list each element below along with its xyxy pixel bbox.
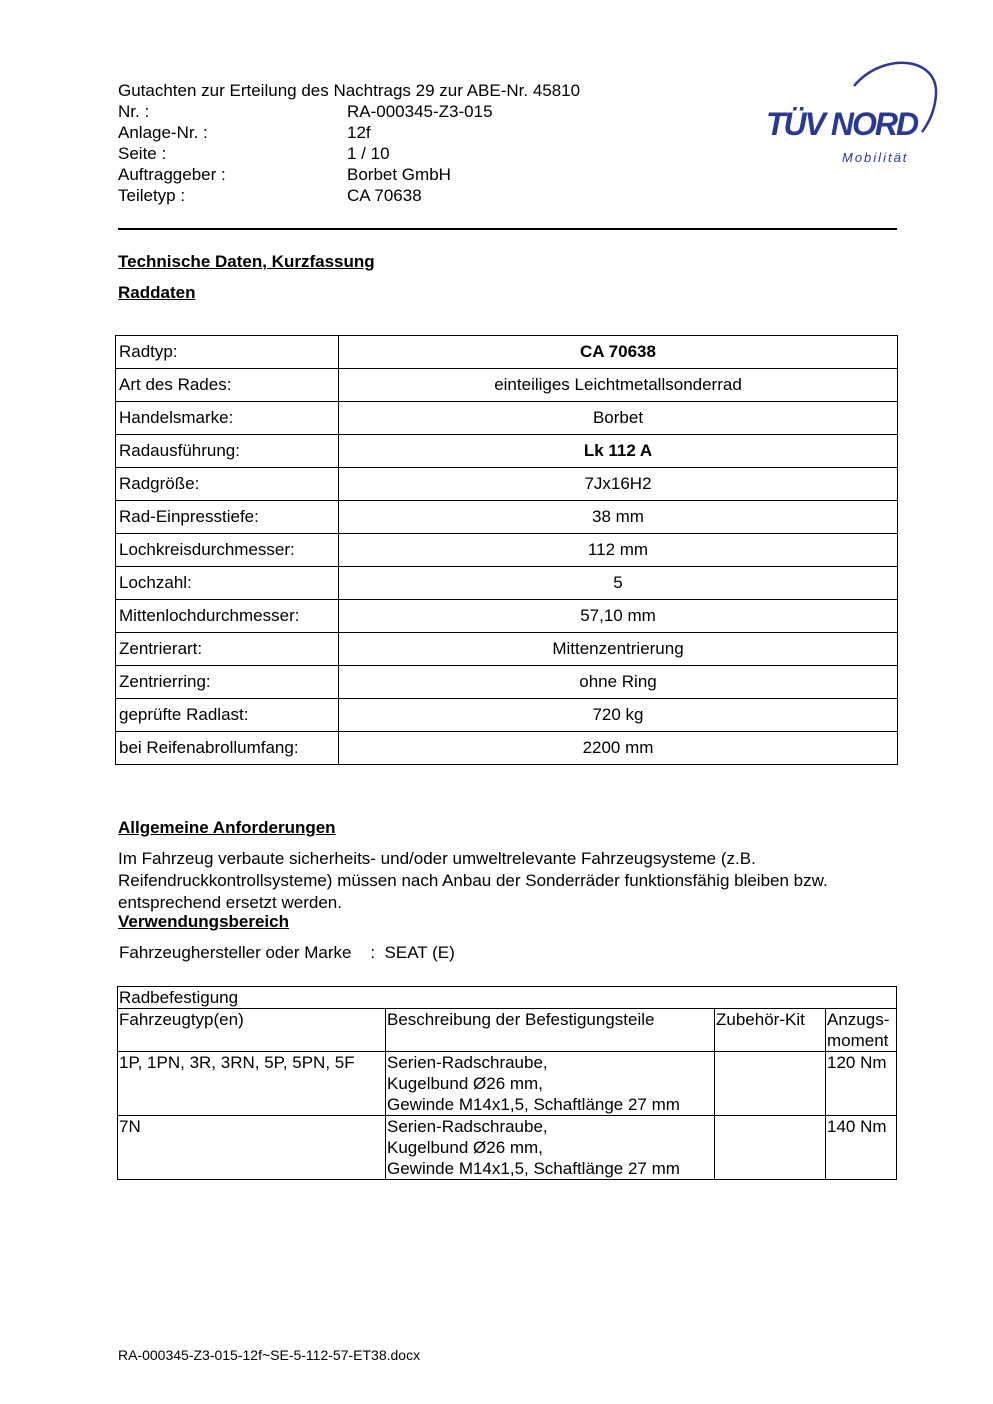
table-row xyxy=(116,501,898,534)
vehicle-types: 1P, 1PN, 3R, 3RN, 5P, 5PN, 5F xyxy=(118,1052,386,1116)
manufacturer-label: Fahrzeughersteller oder Marke xyxy=(119,943,352,962)
row-label: Handelsmarke: xyxy=(116,402,339,435)
meta-key: Seite : xyxy=(118,144,167,163)
column-header: Anzugs- moment xyxy=(826,1009,897,1052)
row-value: 7Jx16H2 xyxy=(339,468,898,501)
table-row xyxy=(116,402,898,435)
table-row xyxy=(116,468,898,501)
row-value: ohne Ring xyxy=(339,666,898,699)
general-requirements-text xyxy=(118,848,908,914)
table-row xyxy=(116,600,898,633)
meta-value: Borbet GmbH xyxy=(347,165,451,184)
meta-value: 12f xyxy=(347,123,371,142)
row-value: 2200 mm xyxy=(339,732,898,765)
row-value: 112 mm xyxy=(339,534,898,567)
table-row xyxy=(116,435,898,468)
meta-row xyxy=(118,143,678,164)
row-label: Mittenlochdurchmesser: xyxy=(116,600,339,633)
torque: 140 Nm xyxy=(826,1116,897,1180)
meta-row xyxy=(118,122,678,143)
section-heading-general: Allgemeine Anforderungen xyxy=(118,818,336,837)
accessory-kit xyxy=(715,1052,826,1116)
section-heading-technical: Technische Daten, Kurzfassung xyxy=(118,252,375,271)
table-row xyxy=(116,699,898,732)
meta-key: Anlage-Nr. : xyxy=(118,123,208,142)
column-header: Fahrzeugtyp(en) xyxy=(118,1009,386,1052)
meta-value: 1 / 10 xyxy=(347,144,390,163)
text-line: Reifendruckkontrollsysteme) müssen nach Anbau der Sonderräder funktionsfähig bleiben bzw. xyxy=(118,871,828,890)
fixing-table xyxy=(117,986,897,1180)
section-heading-raddaten: Raddaten xyxy=(118,283,196,302)
meta-key: Nr. : xyxy=(118,102,150,121)
description-line: Gewinde M14x1,5, Schaftlänge 27 mm xyxy=(387,1095,680,1114)
torque: 120 Nm xyxy=(826,1052,897,1116)
row-value: 38 mm xyxy=(339,501,898,534)
description-line: Gewinde M14x1,5, Schaftlänge 27 mm xyxy=(387,1159,680,1178)
row-label: Art des Rades: xyxy=(116,369,339,402)
row-label: Radgröße: xyxy=(116,468,339,501)
meta-value: CA 70638 xyxy=(347,186,422,205)
table-caption-row xyxy=(118,987,897,1009)
header-divider xyxy=(118,228,897,230)
manufacturer-separator: : xyxy=(370,943,376,962)
table-row xyxy=(116,336,898,369)
column-header: Beschreibung der Befestigungsteile xyxy=(386,1009,715,1052)
accessory-kit xyxy=(715,1116,826,1180)
meta-key: Auftraggeber : xyxy=(118,165,226,184)
description-line: Serien-Radschraube, xyxy=(387,1053,548,1072)
row-label: bei Reifenabrollumfang: xyxy=(116,732,339,765)
table-row xyxy=(116,534,898,567)
manufacturer-line xyxy=(119,943,455,963)
table-row xyxy=(118,1116,897,1180)
section-heading-usage: Verwendungsbereich xyxy=(118,912,289,931)
logo-text: TÜV NORD xyxy=(766,106,918,142)
row-value: 57,10 mm xyxy=(339,600,898,633)
document-header xyxy=(118,80,678,206)
table-row xyxy=(116,369,898,402)
row-value: Borbet xyxy=(339,402,898,435)
logo-subtitle: Mobilität xyxy=(842,150,909,165)
row-label: Lochkreisdurchmesser: xyxy=(116,534,339,567)
row-value: 720 kg xyxy=(339,699,898,732)
fixing-description xyxy=(386,1116,715,1180)
row-value: CA 70638 xyxy=(339,336,898,369)
wheel-data-table xyxy=(115,335,898,765)
row-value: einteiliges Leichtmetallsonderrad xyxy=(339,369,898,402)
table-row xyxy=(116,732,898,765)
table-row xyxy=(118,1052,897,1116)
row-label: Zentrierart: xyxy=(116,633,339,666)
manufacturer-value: SEAT (E) xyxy=(384,943,455,962)
description-line: Serien-Radschraube, xyxy=(387,1117,548,1136)
footer-filename: RA-000345-Z3-015-12f~SE-5-112-57-ET38.docx xyxy=(118,1347,421,1363)
row-label: geprüfte Radlast: xyxy=(116,699,339,732)
table-row xyxy=(116,666,898,699)
fixing-description xyxy=(386,1052,715,1116)
meta-row xyxy=(118,185,678,206)
row-value: 5 xyxy=(339,567,898,600)
description-line: Kugelbund Ø26 mm, xyxy=(387,1074,543,1093)
meta-key: Teiletyp : xyxy=(118,186,186,205)
table-header-row xyxy=(118,1009,897,1052)
table-row xyxy=(116,567,898,600)
text-line: entsprechend ersetzt werden. xyxy=(118,893,342,912)
row-label: Rad-Einpresstiefe: xyxy=(116,501,339,534)
table-caption: Radbefestigung xyxy=(118,987,897,1009)
meta-value: RA-000345-Z3-015 xyxy=(347,102,493,121)
row-label: Lochzahl: xyxy=(116,567,339,600)
meta-row xyxy=(118,101,678,122)
column-header: Zubehör-Kit xyxy=(715,1009,826,1052)
meta-row xyxy=(118,164,678,185)
row-value: Mittenzentrierung xyxy=(339,633,898,666)
row-label: Zentrierring: xyxy=(116,666,339,699)
description-line: Kugelbund Ø26 mm, xyxy=(387,1138,543,1157)
row-value: Lk 112 A xyxy=(339,435,898,468)
row-label: Radtyp: xyxy=(116,336,339,369)
vehicle-types: 7N xyxy=(118,1116,386,1180)
header-title: Gutachten zur Erteilung des Nachtrags 29 zur ABE-Nr. 45810 xyxy=(118,81,581,100)
text-line: Im Fahrzeug verbaute sicherheits- und/oder umweltrelevante Fahrzeugsysteme (z.B. xyxy=(118,849,756,868)
table-row xyxy=(116,633,898,666)
row-label: Radausführung: xyxy=(116,435,339,468)
tuv-nord-logo xyxy=(762,58,942,170)
